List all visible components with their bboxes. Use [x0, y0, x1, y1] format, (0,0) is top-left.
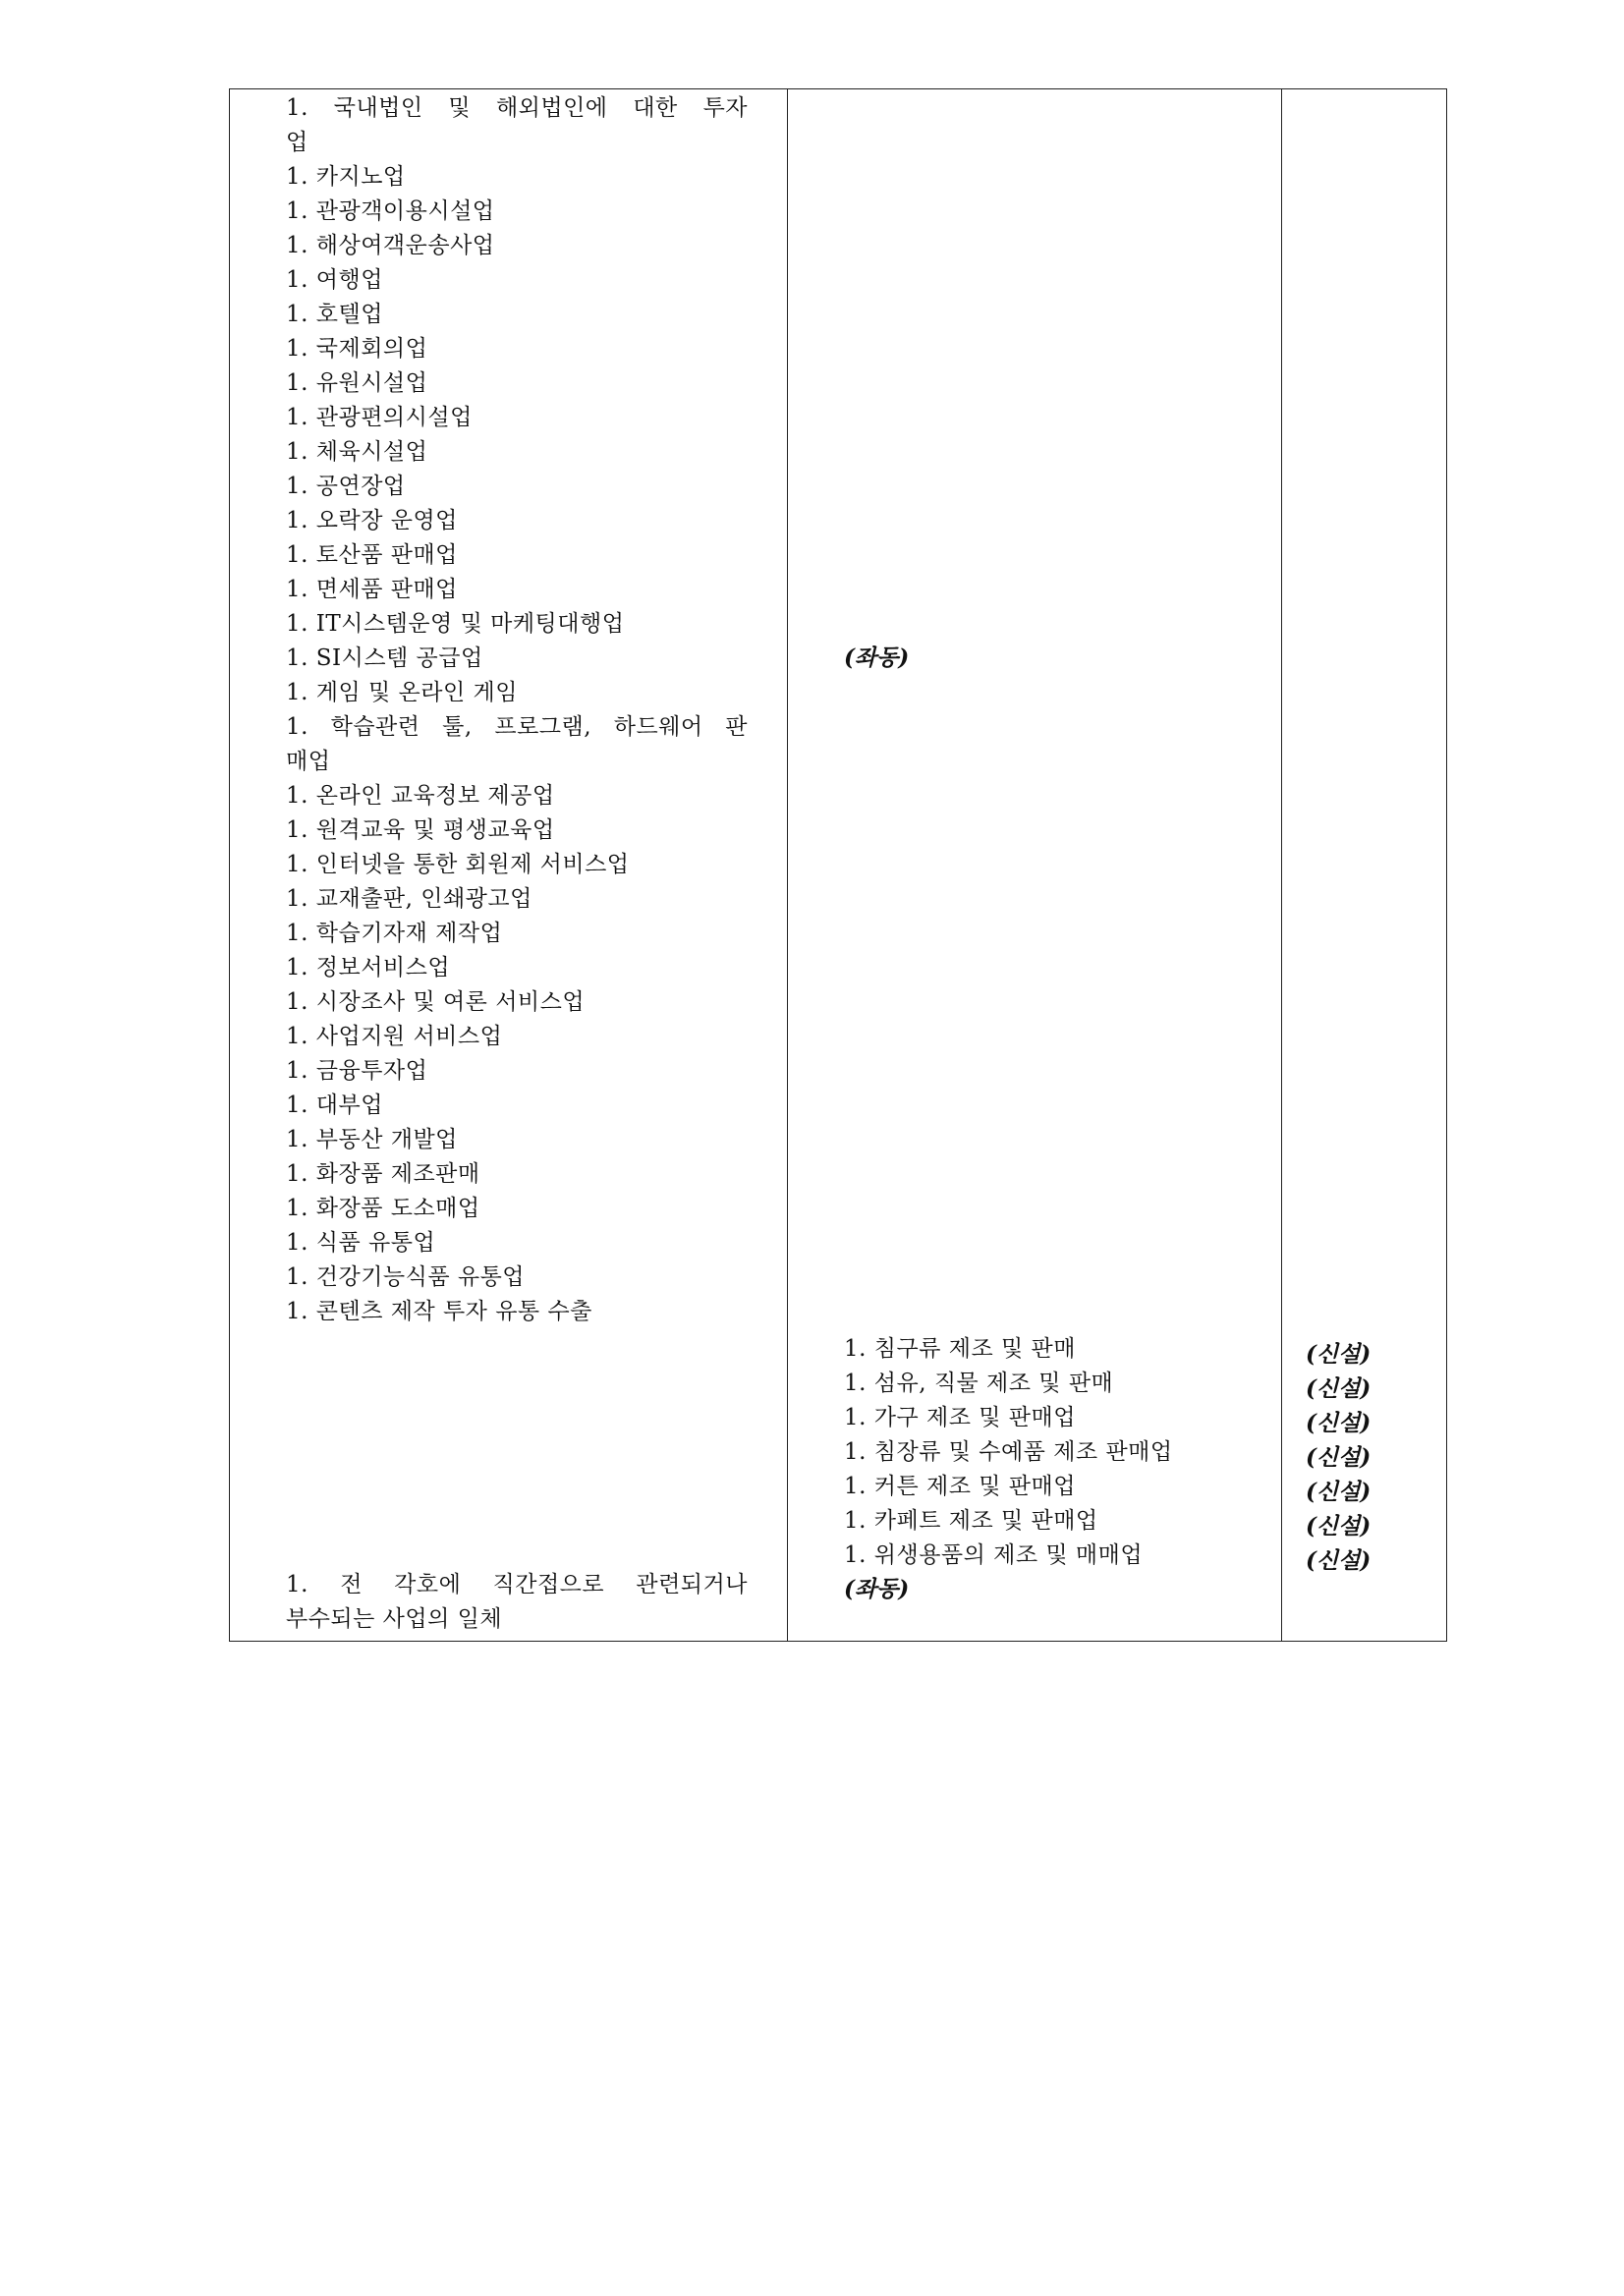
list-item: 1. 공연장업 [286, 474, 406, 499]
list-item: 1. 화장품 제조판매 [286, 1161, 480, 1187]
column-divider [787, 89, 788, 1641]
new-tag: (신설) [1306, 1341, 1372, 1368]
list-item: 1. 정보서비스업 [286, 955, 451, 980]
list-item: 1. 부동산 개발업 [286, 1127, 458, 1152]
list-item: 1. 원격교육 및 평생교육업 [286, 817, 555, 843]
list-item: 1. 토산품 판매업 [286, 542, 458, 568]
list-item: 1. 건강기능식품 유통업 [286, 1264, 526, 1290]
list-item: 1. 국제회의업 [286, 336, 428, 362]
list-item: 1. 호텔업 [286, 302, 383, 327]
comparison-table [229, 88, 1447, 1642]
list-item: 1. 사업지원 서비스업 [286, 1024, 503, 1049]
list-item: 1. 게임 및 온라인 게임 [286, 680, 518, 705]
list-item: 1. IT시스템운영 및 마케팅대행업 [286, 611, 625, 637]
list-item: 1. 인터넷을 통한 회원제 서비스업 [286, 852, 630, 877]
list-item: 1. 교재출판, 인쇄광고업 [286, 886, 532, 912]
new-tag: (신설) [1306, 1375, 1372, 1402]
new-tag: (신설) [1306, 1444, 1372, 1471]
list-item-continuation: 부수되는 사업의 일체 [286, 1606, 503, 1632]
list-item-continuation: 매업 [286, 749, 331, 774]
list-item: 1. 침구류 제조 및 판매 [844, 1336, 1076, 1362]
new-purposes-list [844, 1332, 1173, 1573]
remarks-list [1306, 1337, 1371, 1578]
list-item: 1. 국내법인 및 해외법인에 대한 투자 [286, 95, 748, 121]
list-item: 1. 면세품 판매업 [286, 577, 458, 602]
list-item: 1. 식품 유통업 [286, 1230, 436, 1256]
list-item: 1. 대부업 [286, 1092, 383, 1118]
list-item: 1. 위생용품의 제조 및 매매업 [844, 1542, 1144, 1568]
list-item: 1. 카페트 제조 및 판매업 [844, 1508, 1098, 1534]
same-as-left-label: (좌동) [844, 1576, 910, 1602]
list-item: 1. 섬유, 직물 제조 및 판매 [844, 1371, 1114, 1396]
list-item: 1. 커튼 제조 및 판매업 [844, 1474, 1076, 1499]
list-item: 1. 카지노업 [286, 164, 406, 190]
list-item: 1. SI시스템 공급업 [286, 645, 483, 671]
same-as-left-label: (좌동) [844, 644, 910, 671]
current-purposes-list [286, 91, 777, 1329]
list-item: 1. 침장류 및 수예품 제조 판매업 [844, 1439, 1173, 1465]
new-tag: (신설) [1306, 1547, 1372, 1574]
list-item: 1. 화장품 도소매업 [286, 1196, 480, 1221]
column-divider [1281, 89, 1282, 1641]
list-item-continuation: 업 [286, 130, 308, 155]
list-item: 1. 오락장 운영업 [286, 508, 458, 533]
list-item: 1. 체육시설업 [286, 439, 428, 465]
list-item: 1. 시장조사 및 여론 서비스업 [286, 989, 586, 1015]
new-tag: (신설) [1306, 1479, 1372, 1505]
list-item: 1. 관광편의시설업 [286, 405, 473, 430]
list-item: 1. 유원시설업 [286, 370, 428, 396]
new-tag: (신설) [1306, 1410, 1372, 1436]
list-item: 1. 여행업 [286, 267, 383, 293]
list-item: 1. 학습관련 툴, 프로그램, 하드웨어 판 [286, 714, 748, 740]
list-item: 1. 콘텐츠 제작 투자 유통 수출 [286, 1299, 592, 1324]
list-item: 1. 학습기자재 제작업 [286, 921, 503, 946]
list-item: 1. 해상여객운송사업 [286, 233, 495, 258]
list-item: 1. 관광객이용시설업 [286, 198, 495, 224]
list-item: 1. 온라인 교육정보 제공업 [286, 783, 555, 809]
list-item: 1. 전 각호에 직간접으로 관련되거나 [286, 1572, 748, 1597]
new-tag: (신설) [1306, 1513, 1372, 1540]
list-item: 1. 금융투자업 [286, 1058, 428, 1084]
list-item: 1. 가구 제조 및 판매업 [844, 1405, 1076, 1430]
current-purposes-last [286, 1568, 777, 1637]
